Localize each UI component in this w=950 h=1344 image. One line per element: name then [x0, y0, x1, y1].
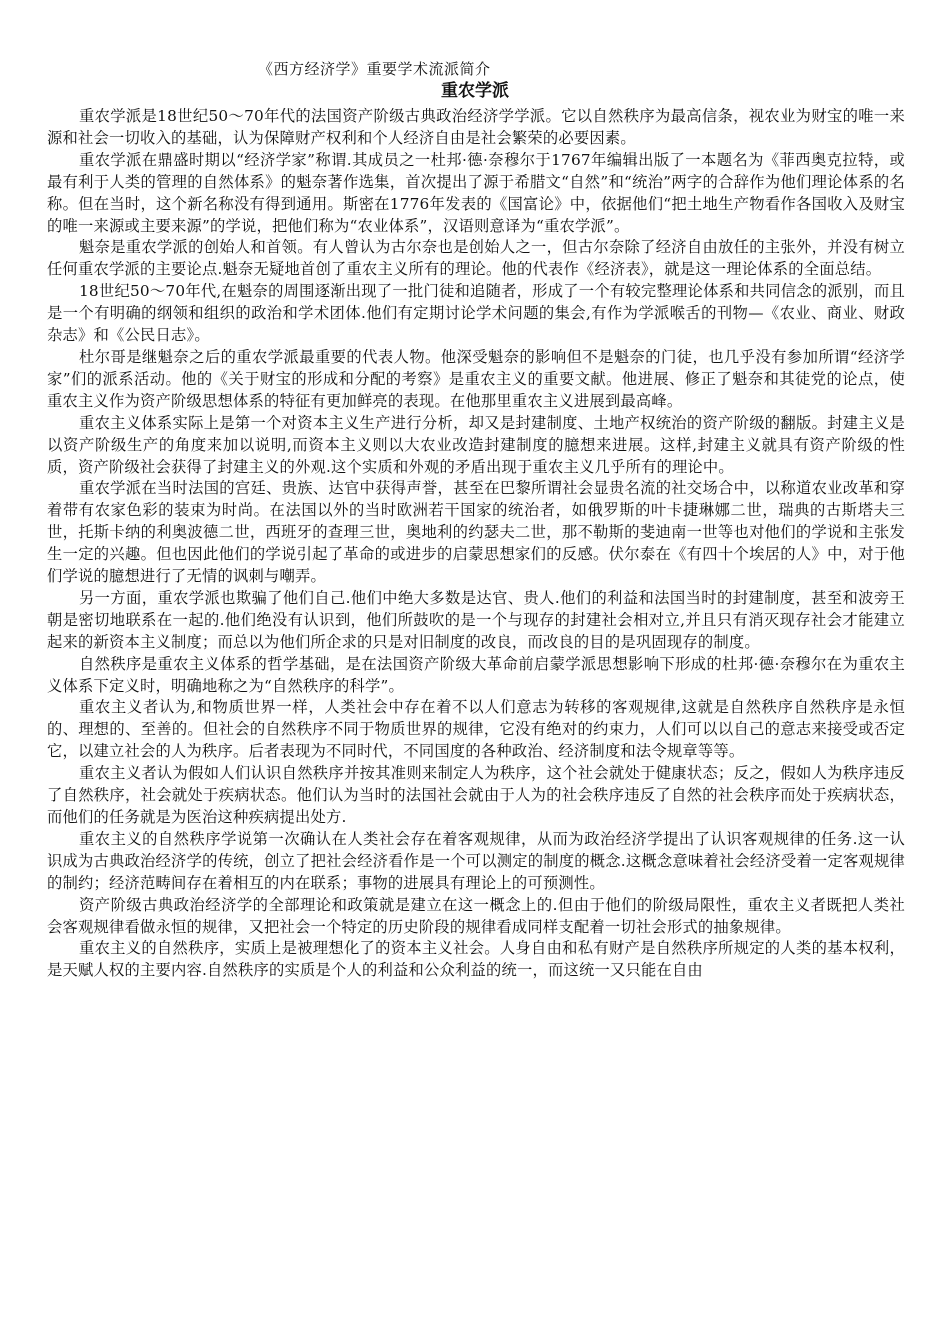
document-title: 《西方经济学》重要学术流派简介 — [258, 60, 491, 78]
paragraph: 资产阶级古典政治经济学的全部理论和政策就是建立在这一概念上的.但由于他们的阶级局限性，重农主义者既把人类社会客观规律看做永恒的规律，又把社会一个特定的历史阶段的规律看成同样支配着一切社会形式的抽象规律。 — [47, 895, 905, 936]
paragraph: 18世纪50～70年代,在魁奈的周围逐渐出现了一批门徒和追随者，形成了一个有较完整理论体系和共同信念的派别，而且是一个有明确的纲领和组织的政治和学术团体.他们有定期讨论学术问题的集会,有作为学派喉舌的刊物—《农业、商业、财政杂志》和《公民日志》。 — [47, 282, 905, 345]
section-heading: 重农学派 — [441, 81, 509, 101]
paragraph: 重农主义的自然秩序，实质上是被理想化了的资本主义社会。人身自由和私有财产是自然秩序所规定的人类的基本权利，是天赋人权的主要内容.自然秩序的实质是个人的利益和公众利益的统一，而这统一又只能在自由 — [47, 939, 905, 980]
paragraph: 重农主义者认为,和物质世界一样，人类社会中存在着不以人们意志为转移的客观规律,这就是自然秩序自然秩序是永恒的、理想的、至善的。但社会的自然秩序不同于物质世界的规律，它没有绝对的约束力，人们可以以自己的意志来接受或否定它，以建立社会的人为秩序。后者表现为不同时代，不同国度的各种政治、经济制度和法令规章等等。 — [47, 698, 905, 761]
paragraph: 重农主义的自然秩序学说第一次确认在人类社会存在着客观规律，从而为政治经济学提出了认识客观规律的任务.这一认识成为古典政治经济学的传统，创立了把社会经济看作是一个可以测定的制度的概念.这概念意味着社会经济受着一定客观规律的制约；经济范畴间存在着相互的内在联系；事物的进展具有理论上的可预测性。 — [47, 829, 905, 892]
document-body — [47, 106, 905, 982]
paragraph: 重农学派是18世纪50～70年代的法国资产阶级古典政治经济学学派。它以自然秩序为最高信条，视农业为财宝的唯一来源和社会一切收入的基础，认为保障财产权利和个人经济自由是社会繁荣的必要因素。 — [47, 107, 905, 147]
paragraph: 魁奈是重农学派的创始人和首领。有人曾认为古尔奈也是创始人之一，但古尔奈除了经济自由放任的主张外，并没有树立任何重农学派的主要论点.魁奈无疑地首创了重农主义所有的理论。他的代表作《经济表》，就是这一理论体系的全面总结。 — [47, 238, 905, 279]
paragraph: 重农主义体系实际上是第一个对资本主义生产进行分析，却又是封建制度、土地产权统治的资产阶级的翻版。封建主义是以资产阶级生产的角度来加以说明,而资本主义则以大农业改造封建制度的臆想来进展。这样,封建主义就具有资产阶级的性质，资产阶级社会获得了封建主义的外观.这个实质和外观的矛盾出现于重农主义几乎所有的理论中。 — [47, 413, 905, 476]
paragraph: 重农学派在当时法国的宫廷、贵族、达官中获得声誉，甚至在巴黎所谓社会显贵名流的社交场合中，以称道农业改革和穿着带有农家色彩的装束为时尚。在法国以外的当时欧洲若干国家的统治者，如俄罗斯的叶卡捷琳娜二世，瑞典的古斯塔夫三世，托斯卡纳的利奥波德二世，西班牙的查理三世，奥地利的约瑟夫二世，那不勒斯的斐迪南一世等也对他们的学说和主张发生一定的兴趣。但也因此他们的学说引起了革命的或进步的启蒙思想家们的反感。伏尔泰在《有四十个埃居的人》中，对于他们学说的臆想进行了无情的讽刺与嘲弄。 — [47, 479, 905, 586]
paragraph: 重农主义者认为假如人们认识自然秩序并按其准则来制定人为秩序，这个社会就处于健康状态；反之，假如人为秩序违反了自然秩序，社会就处于疾病状态。他们认为当时的法国社会就由于人为的社会秩序违反了自然的社会秩序而处于疾病状态，而他们的任务就是为医治这种疾病提出处方. — [47, 764, 905, 826]
paragraph: 杜尔哥是继魁奈之后的重农学派最重要的代表人物。他深受魁奈的影响但不是魁奈的门徒，也几乎没有参加所谓“经济学家”们的派系活动。他的《关于财宝的形成和分配的考察》是重农主义的重要文献。他进展、修正了魁奈和其徒党的论点，使重农主义作为资产阶级思想体系的特征有更加鲜亮的表现。在他那里重农主义进展到最高峰。 — [47, 347, 905, 410]
paragraph: 自然秩序是重农主义体系的哲学基础，是在法国资产阶级大革命前启蒙学派思想影响下形成的杜邦·德·奈穆尔在为重农主义体系下定义时，明确地称之为“自然秩序的科学”。 — [47, 654, 905, 695]
paragraph: 另一方面，重农学派也欺骗了他们自己.他们中绝大多数是达官、贵人.他们的利益和法国当时的封建制度，甚至和波旁王朝是密切地联系在一起的.他们绝没有认识到，他们所鼓吹的是一个与现存的封建社会相对立,并且只有消灭现存社会才能建立起来的新资本主义制度；而总以为他们所企求的只是对旧制度的改良，而改良的目的是巩固现存的制度。 — [47, 588, 905, 651]
paragraph: 重农学派在鼎盛时期以“经济学家”称谓.其成员之一杜邦·德·奈穆尔于1767年编辑出版了一本题名为《菲西奥克拉特，或最有利于人类的管理的自然体系》的魁奈著作选集，首次提出了源于希腊文“自然”和“统治”两字的合辞作为他们理论体系的名称。但在当时，这个新名称没有得到通用。斯密在1776年发表的《国富论》中，依据他们“把土地生产物看作各国收入及财宝的唯一来源或主要来源”的学说，把他们称为“农业体系”，汉语则意译为“重农学派”。 — [47, 150, 905, 235]
